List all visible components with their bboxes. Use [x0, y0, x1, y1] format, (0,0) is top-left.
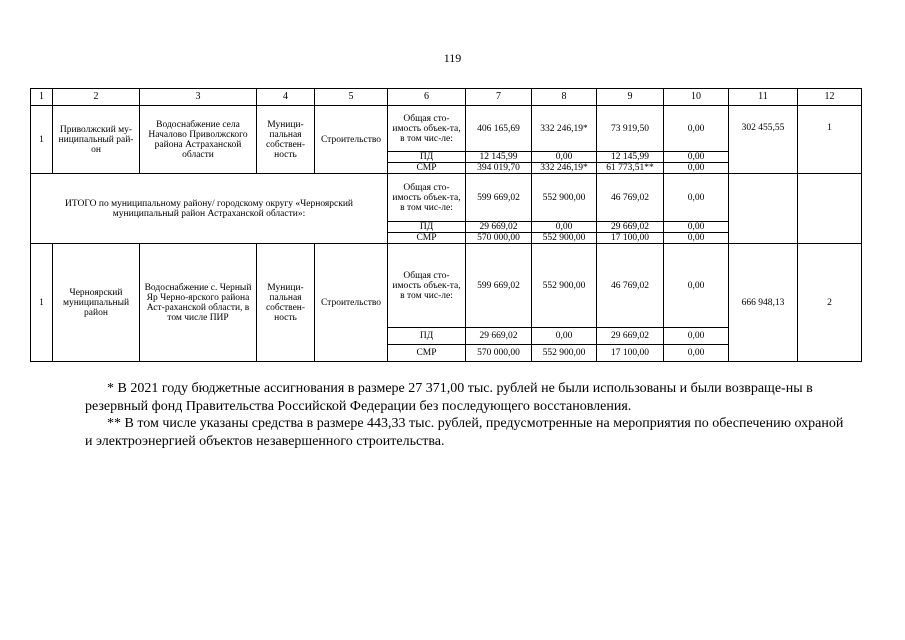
value-cell: 552 900,00 [532, 233, 597, 244]
value-cell: 406 165,69 [466, 106, 532, 152]
value-cell: 12 145,99 [597, 152, 664, 163]
table-header-row [31, 89, 862, 106]
value-cell: 552 900,00 [532, 244, 597, 328]
cost-label-cell: СМР [388, 345, 466, 362]
object-cell: Водоснабжение с. Черный Яр Черно-ярского района Аст-раханской области, в том числе ПИР [140, 244, 257, 362]
table-row [31, 174, 862, 222]
cost-label-cell: ПД [388, 152, 466, 163]
value-cell: 73 919,50 [597, 106, 664, 152]
value-cell: 46 769,02 [597, 244, 664, 328]
value-cell: 0,00 [532, 152, 597, 163]
cost-label-cell: Общая сто-имость объек-та, в том чис-ле: [388, 244, 466, 328]
value-cell: 17 100,00 [597, 233, 664, 244]
value-cell: 394 019,70 [466, 163, 532, 174]
value-cell: 0,00 [664, 152, 729, 163]
value-cell: 46 769,02 [597, 174, 664, 222]
cost-label-cell: СМР [388, 233, 466, 244]
value-cell: 570 000,00 [466, 345, 532, 362]
cost-label-cell: ПД [388, 222, 466, 233]
value-cell: 599 669,02 [466, 244, 532, 328]
cost-label-cell: Общая сто-имость объек-та, в том чис-ле: [388, 174, 466, 222]
column-header: 6 [388, 89, 466, 106]
value-cell: 332 246,19* [532, 106, 597, 152]
budget-table [30, 88, 862, 362]
empty-cell [798, 174, 862, 244]
column-header: 12 [798, 89, 862, 106]
value-cell: 0,00 [664, 328, 729, 345]
municipality-cell: Черноярский муниципальный район [53, 244, 140, 362]
row-index-cell: 1 [31, 106, 53, 174]
value-cell: 0,00 [664, 106, 729, 152]
footnotes [85, 380, 845, 450]
table-row [31, 106, 862, 152]
value-cell: 29 669,02 [597, 222, 664, 233]
work-type-cell: Строительство [315, 244, 388, 362]
column-header: 11 [729, 89, 798, 106]
value-cell: 302 455,55 [729, 106, 798, 174]
column-header: 5 [315, 89, 388, 106]
value-cell: 0,00 [664, 222, 729, 233]
column-header: 10 [664, 89, 729, 106]
column-header: 9 [597, 89, 664, 106]
cost-label-cell: Общая сто-имость объек-та, в том чис-ле: [388, 106, 466, 152]
value-cell: 12 145,99 [466, 152, 532, 163]
value-cell: 552 900,00 [532, 174, 597, 222]
column-header: 7 [466, 89, 532, 106]
value-cell: 599 669,02 [466, 174, 532, 222]
work-type-cell: Строительство [315, 106, 388, 174]
footnote: ** В том числе указаны средства в размере 443,33 тыс. рублей, предусмотренные на мероприятия по обеспечению охраной и электроэнергией объектов незавершенного строительства. [85, 416, 844, 449]
total-label-cell: ИТОГО по муниципальному району/ городскому округу «Черноярский муниципальный район Астраханской области»: [31, 174, 388, 244]
column-header: 3 [140, 89, 257, 106]
value-cell: 332 246,19* [532, 163, 597, 174]
object-cell: Водоснабжение села Началово Приволжского района Астраханской области [140, 106, 257, 174]
value-cell: 666 948,13 [729, 244, 798, 362]
value-cell: 29 669,02 [597, 328, 664, 345]
empty-cell [729, 174, 798, 244]
cost-label-cell: СМР [388, 163, 466, 174]
value-cell: 17 100,00 [597, 345, 664, 362]
value-cell: 552 900,00 [532, 345, 597, 362]
ownership-cell: Муници-пальная собствен-ность [257, 244, 315, 362]
row-index-cell: 1 [31, 244, 53, 362]
municipality-cell: Приволжский му-ниципальный рай-он [53, 106, 140, 174]
ownership-cell: Муници-пальная собствен-ность [257, 106, 315, 174]
value-cell: 0,00 [664, 233, 729, 244]
cost-label-cell: ПД [388, 328, 466, 345]
value-cell: 1 [798, 106, 862, 174]
value-cell: 29 669,02 [466, 328, 532, 345]
column-header: 4 [257, 89, 315, 106]
column-header: 2 [53, 89, 140, 106]
footnote: * В 2021 году бюджетные ассигнования в размере 27 371,00 тыс. рублей не были использованы и были возвраще-ны в резервный фонд Правительства Российской Федерации без последующего восстановления. [85, 381, 813, 414]
page-number: 119 [443, 51, 462, 65]
value-cell: 0,00 [532, 222, 597, 233]
value-cell: 570 000,00 [466, 233, 532, 244]
column-header: 1 [31, 89, 53, 106]
value-cell: 61 773,51** [597, 163, 664, 174]
value-cell: 0,00 [532, 328, 597, 345]
value-cell: 0,00 [664, 244, 729, 328]
value-cell: 0,00 [664, 174, 729, 222]
table-row [31, 244, 862, 328]
value-cell: 2 [798, 244, 862, 362]
value-cell: 0,00 [664, 163, 729, 174]
column-header: 8 [532, 89, 597, 106]
value-cell: 0,00 [664, 345, 729, 362]
value-cell: 29 669,02 [466, 222, 532, 233]
